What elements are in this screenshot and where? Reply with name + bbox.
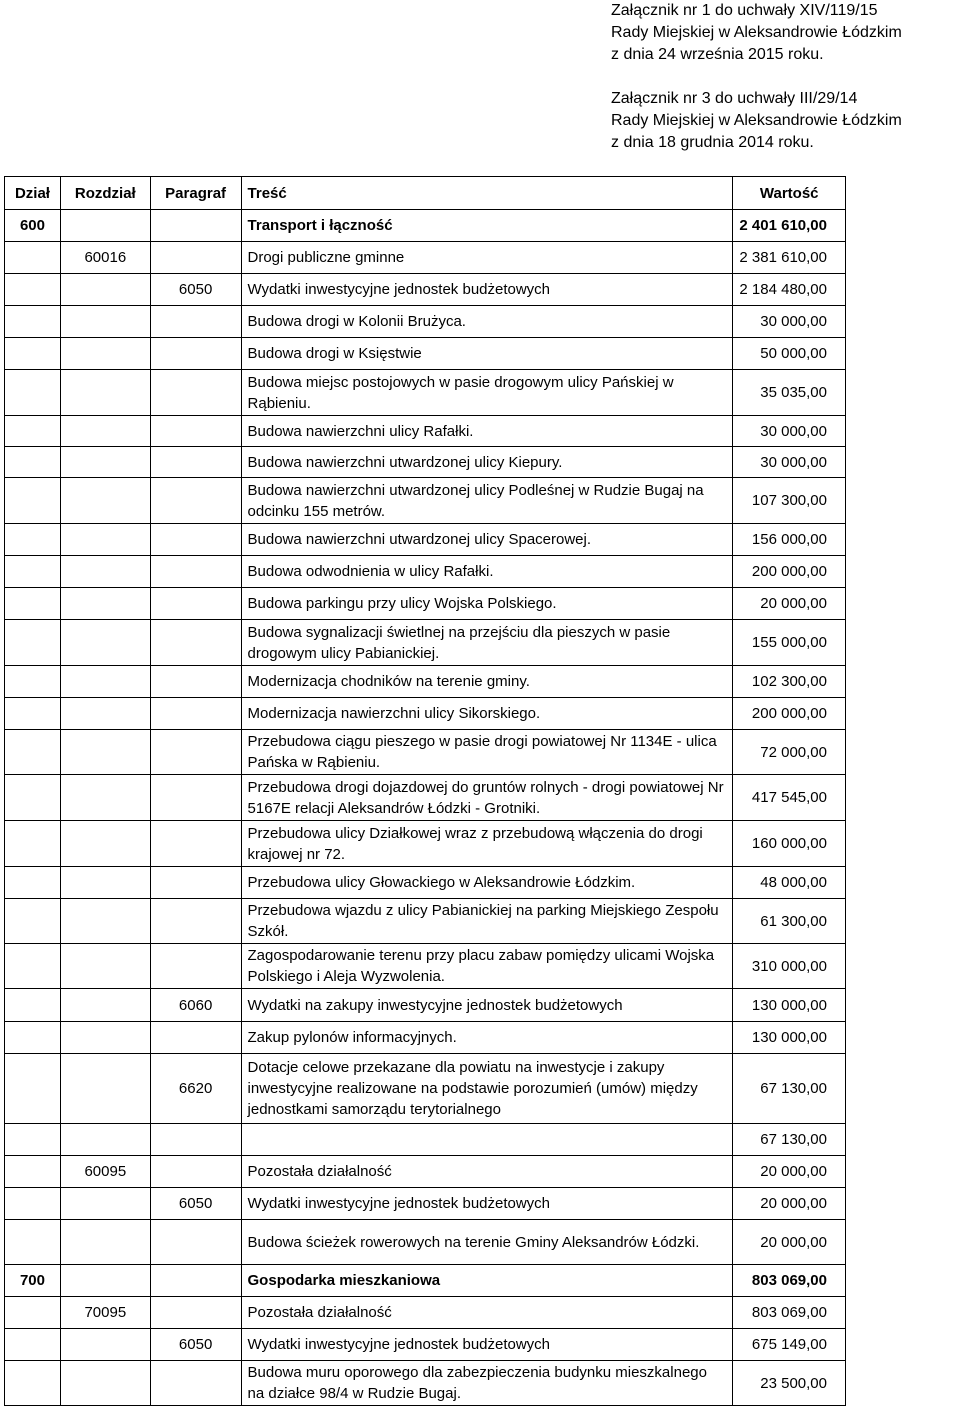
cell-tresc: Wydatki na zakupy inwestycyjne jednostek budżetowych [241,989,733,1022]
cell-rozdzial [60,1220,150,1265]
cell-paragraf [150,821,241,867]
cell-tresc: Wydatki inwestycyjne jednostek budżetowych [241,1329,733,1361]
cell-tresc: Przebudowa ulicy Działkowej wraz z przebudową włączenia do drogi krajowej nr 72. [241,821,733,867]
cell-dzial [5,1156,61,1188]
cell-dzial [5,274,61,306]
header-line: Załącznik nr 1 do uchwały XIV/119/15 [611,2,878,19]
table-row [5,899,846,944]
cell-dzial [5,666,61,698]
table-row [5,666,846,698]
table-row [5,1361,846,1406]
cell-paragraf: 6060 [150,989,241,1022]
cell-paragraf [150,867,241,899]
table-header-row [5,177,846,210]
table-row [5,698,846,730]
cell-wartosc: 200 000,00 [733,698,846,730]
cell-wartosc: 107 300,00 [733,478,846,524]
cell-tresc: Modernizacja nawierzchni ulicy Sikorskiego. [241,698,733,730]
cell-paragraf [150,1361,241,1406]
cell-wartosc: 675 149,00 [733,1329,846,1361]
cell-rozdzial [60,944,150,989]
cell-paragraf: 6050 [150,1329,241,1361]
cell-dzial [5,1361,61,1406]
cell-rozdzial [60,447,150,478]
cell-paragraf [150,447,241,478]
cell-paragraf [150,338,241,370]
cell-rozdzial [60,620,150,666]
cell-paragraf [150,1297,241,1329]
table-row [5,1297,846,1329]
cell-tresc: Budowa nawierzchni ulicy Rafałki. [241,416,733,447]
cell-dzial [5,1220,61,1265]
cell-paragraf [150,370,241,416]
cell-rozdzial [60,730,150,775]
cell-rozdzial [60,1188,150,1220]
cell-wartosc: 130 000,00 [733,989,846,1022]
cell-wartosc: 20 000,00 [733,588,846,620]
cell-rozdzial [60,338,150,370]
cell-paragraf [150,416,241,447]
cell-paragraf [150,775,241,821]
cell-tresc: Przebudowa ciągu pieszego w pasie drogi powiatowej Nr 1134E - ulica Pańska w Rąbieniu. [241,730,733,775]
cell-rozdzial [60,274,150,306]
cell-wartosc: 803 069,00 [733,1297,846,1329]
cell-rozdzial [60,370,150,416]
cell-tresc: Budowa nawierzchni utwardzonej ulicy Kiepury. [241,447,733,478]
cell-wartosc: 160 000,00 [733,821,846,867]
table-row [5,338,846,370]
cell-dzial [5,1054,61,1124]
cell-dzial [5,556,61,588]
cell-tresc: Przebudowa wjazdu z ulicy Pabianickiej na parking Miejskiego Zespołu Szkół. [241,899,733,944]
cell-wartosc: 417 545,00 [733,775,846,821]
cell-rozdzial [60,867,150,899]
cell-dzial [5,370,61,416]
cell-paragraf [150,666,241,698]
cell-rozdzial [60,1054,150,1124]
cell-dzial [5,1022,61,1054]
table-body [5,210,846,1406]
cell-wartosc: 30 000,00 [733,306,846,338]
cell-dzial [5,899,61,944]
table-row [5,775,846,821]
table-row [5,1265,846,1297]
cell-rozdzial [60,210,150,242]
cell-wartosc: 803 069,00 [733,1265,846,1297]
table-row [5,1220,846,1265]
cell-wartosc: 50 000,00 [733,338,846,370]
cell-paragraf [150,210,241,242]
cell-dzial [5,698,61,730]
cell-wartosc: 130 000,00 [733,1022,846,1054]
cell-rozdzial: 60016 [60,242,150,274]
cell-wartosc: 48 000,00 [733,867,846,899]
table-row [5,867,846,899]
cell-rozdzial: 70095 [60,1297,150,1329]
cell-dzial [5,242,61,274]
table-row [5,556,846,588]
cell-wartosc: 23 500,00 [733,1361,846,1406]
cell-wartosc: 67 130,00 [733,1124,846,1156]
cell-wartosc: 20 000,00 [733,1220,846,1265]
cell-dzial [5,730,61,775]
table-row [5,1329,846,1361]
cell-rozdzial [60,1022,150,1054]
table-row [5,588,846,620]
cell-dzial [5,989,61,1022]
cell-paragraf: 6620 [150,1054,241,1124]
cell-tresc: Pozostała działalność [241,1297,733,1329]
cell-dzial [5,821,61,867]
cell-rozdzial [60,588,150,620]
cell-wartosc: 200 000,00 [733,556,846,588]
cell-rozdzial [60,1329,150,1361]
cell-dzial [5,1329,61,1361]
cell-dzial [5,1297,61,1329]
cell-paragraf [150,478,241,524]
cell-rozdzial [60,1361,150,1406]
cell-paragraf [150,1220,241,1265]
cell-paragraf [150,620,241,666]
header-line: Załącznik nr 3 do uchwały III/29/14 [611,90,858,107]
cell-paragraf [150,899,241,944]
cell-wartosc: 2 381 610,00 [733,242,846,274]
cell-rozdzial [60,698,150,730]
table-row [5,1022,846,1054]
table-row [5,730,846,775]
cell-wartosc: 67 130,00 [733,1054,846,1124]
cell-dzial [5,478,61,524]
cell-paragraf [150,944,241,989]
cell-tresc: Modernizacja chodników na terenie gminy. [241,666,733,698]
cell-paragraf [150,1124,241,1156]
col-header-tresc: Treść [241,177,733,210]
cell-tresc: Zakup pylonów informacyjnych. [241,1022,733,1054]
cell-tresc [241,1124,733,1156]
cell-tresc: Wydatki inwestycyjne jednostek budżetowych [241,274,733,306]
col-header-rozdzial: Rozdział [60,177,150,210]
cell-rozdzial [60,306,150,338]
cell-paragraf [150,1265,241,1297]
table-row [5,447,846,478]
cell-dzial [5,944,61,989]
cell-wartosc: 2 401 610,00 [733,210,846,242]
cell-rozdzial [60,416,150,447]
header-line: Rady Miejskiej w Aleksandrowie Łódzkim [611,112,902,129]
cell-wartosc: 2 184 480,00 [733,274,846,306]
cell-dzial: 700 [5,1265,61,1297]
budget-table [4,176,846,1406]
table-row [5,1124,846,1156]
cell-tresc: Budowa drogi w Kolonii Brużyca. [241,306,733,338]
cell-tresc: Budowa drogi w Księstwie [241,338,733,370]
cell-tresc: Gospodarka mieszkaniowa [241,1265,733,1297]
cell-rozdzial [60,989,150,1022]
header-line: Rady Miejskiej w Aleksandrowie Łódzkim [611,24,902,41]
col-header-dzial: Dział [5,177,61,210]
cell-rozdzial: 60095 [60,1156,150,1188]
cell-dzial [5,588,61,620]
table-row [5,944,846,989]
cell-tresc: Budowa odwodnienia w ulicy Rafałki. [241,556,733,588]
cell-tresc: Zagospodarowanie terenu przy placu zabaw pomiędzy ulicami Wojska Polskiego i Aleja Wyzwolenia. [241,944,733,989]
cell-rozdzial [60,775,150,821]
cell-paragraf [150,524,241,556]
cell-dzial [5,447,61,478]
header-line: z dnia 18 grudnia 2014 roku. [611,134,814,151]
cell-wartosc: 102 300,00 [733,666,846,698]
cell-paragraf: 6050 [150,274,241,306]
cell-wartosc: 35 035,00 [733,370,846,416]
cell-tresc: Budowa miejsc postojowych w pasie drogowym ulicy Pańskiej w Rąbieniu. [241,370,733,416]
cell-paragraf [150,698,241,730]
cell-tresc: Dotacje celowe przekazane dla powiatu na inwestycje i zakupy inwestycyjne realizowane na podstawie porozumień (umów) między jednostkami samorządu terytorialnego [241,1054,733,1124]
table-row [5,478,846,524]
cell-dzial [5,1124,61,1156]
cell-tresc: Wydatki inwestycyjne jednostek budżetowych [241,1188,733,1220]
cell-paragraf [150,306,241,338]
table-row [5,620,846,666]
cell-rozdzial [60,478,150,524]
cell-paragraf [150,556,241,588]
table-row [5,1188,846,1220]
cell-wartosc: 30 000,00 [733,447,846,478]
cell-tresc: Budowa nawierzchni utwardzonej ulicy Podleśnej w Rudzie Bugaj na odcinku 155 metrów. [241,478,733,524]
cell-wartosc: 155 000,00 [733,620,846,666]
cell-rozdzial [60,556,150,588]
cell-dzial [5,338,61,370]
cell-wartosc: 310 000,00 [733,944,846,989]
table-row [5,524,846,556]
attachment-header-2 [611,88,902,154]
header-line: z dnia 24 września 2015 roku. [611,46,824,63]
table-row [5,1054,846,1124]
table-row [5,821,846,867]
col-header-paragraf: Paragraf [150,177,241,210]
cell-wartosc: 30 000,00 [733,416,846,447]
cell-paragraf [150,588,241,620]
cell-tresc: Budowa ścieżek rowerowych na terenie Gminy Aleksandrów Łódzki. [241,1220,733,1265]
table-row [5,210,846,242]
table-row [5,242,846,274]
cell-rozdzial [60,666,150,698]
table-row [5,989,846,1022]
cell-rozdzial [60,524,150,556]
cell-dzial [5,524,61,556]
cell-rozdzial [60,1124,150,1156]
cell-tresc: Pozostała działalność [241,1156,733,1188]
cell-rozdzial [60,821,150,867]
cell-dzial [5,306,61,338]
cell-dzial: 600 [5,210,61,242]
cell-wartosc: 61 300,00 [733,899,846,944]
cell-tresc: Budowa parkingu przy ulicy Wojska Polskiego. [241,588,733,620]
cell-dzial [5,775,61,821]
cell-tresc: Przebudowa drogi dojazdowej do gruntów rolnych - drogi powiatowej Nr 5167E relacji Aleksandrów Łódzki - Grotniki. [241,775,733,821]
cell-wartosc: 20 000,00 [733,1188,846,1220]
cell-dzial [5,1188,61,1220]
cell-tresc: Budowa muru oporowego dla zabezpieczenia budynku mieszkalnego na działce 98/4 w Rudzie Bugaj. [241,1361,733,1406]
cell-rozdzial [60,899,150,944]
attachment-header-1 [611,0,902,66]
cell-dzial [5,620,61,666]
cell-wartosc: 156 000,00 [733,524,846,556]
cell-tresc: Przebudowa ulicy Głowackiego w Aleksandrowie Łódzkim. [241,867,733,899]
cell-tresc: Drogi publiczne gminne [241,242,733,274]
cell-paragraf [150,242,241,274]
cell-paragraf [150,1156,241,1188]
table-row [5,306,846,338]
cell-dzial [5,416,61,447]
cell-wartosc: 72 000,00 [733,730,846,775]
col-header-wartosc: Wartość [733,177,846,210]
table-row [5,370,846,416]
cell-dzial [5,867,61,899]
table-row [5,274,846,306]
cell-paragraf: 6050 [150,1188,241,1220]
table-row [5,1156,846,1188]
cell-paragraf [150,730,241,775]
cell-paragraf [150,1022,241,1054]
cell-wartosc: 20 000,00 [733,1156,846,1188]
cell-tresc: Transport i łączność [241,210,733,242]
cell-rozdzial [60,1265,150,1297]
cell-tresc: Budowa sygnalizacji świetlnej na przejściu dla pieszych w pasie drogowym ulicy Pabianickiej. [241,620,733,666]
table-row [5,416,846,447]
cell-tresc: Budowa nawierzchni utwardzonej ulicy Spacerowej. [241,524,733,556]
